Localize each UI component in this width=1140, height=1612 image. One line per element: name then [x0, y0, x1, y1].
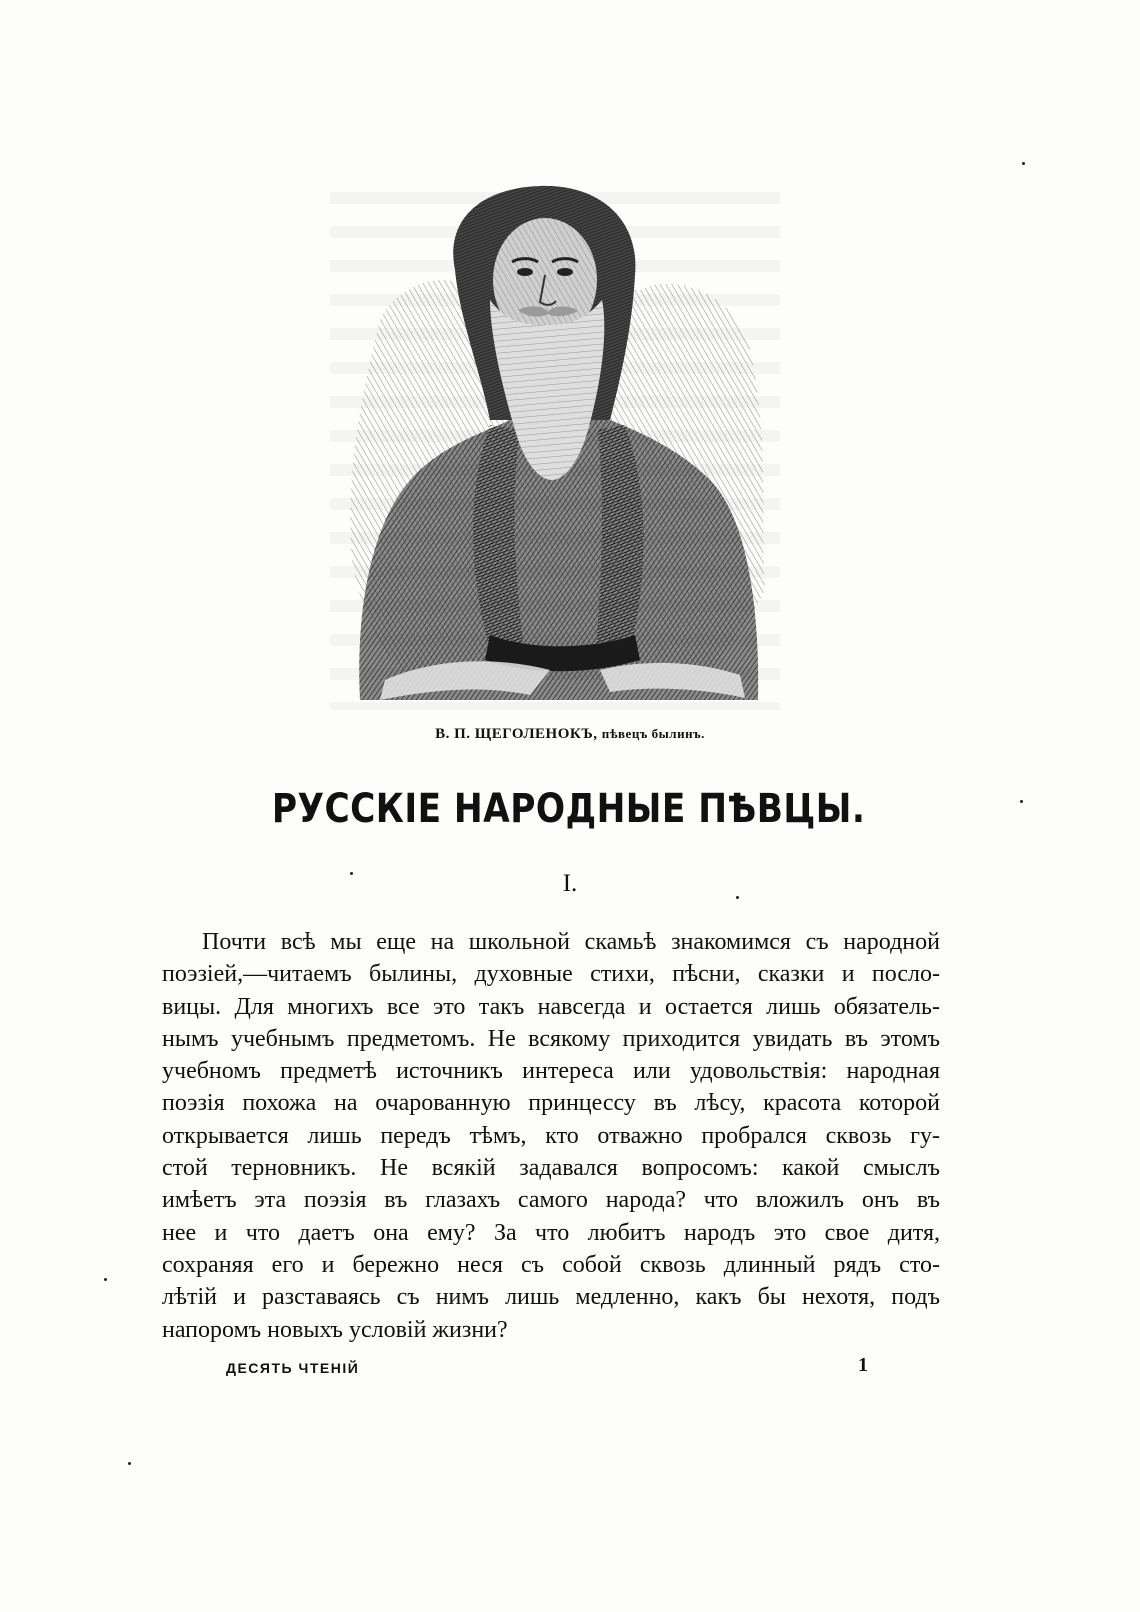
print-speck [1022, 162, 1025, 165]
body-paragraph [162, 926, 940, 1346]
print-speck [350, 872, 353, 875]
body-line: лѣтій и разставаясь съ нимъ лишь медленно, какъ бы нехотя, подъ [162, 1284, 940, 1311]
print-speck [104, 1278, 107, 1281]
footer-book-title: ДЕСЯТЬ ЧТЕНІЙ [226, 1360, 360, 1376]
body-line: учебномъ предметѣ источникъ интереса или удовольствія: народная [162, 1058, 940, 1085]
portrait-engraving [340, 180, 770, 705]
footer-page-number: 1 [858, 1354, 868, 1376]
body-line: напоромъ новыхъ условій жизни? [162, 1316, 508, 1343]
body-line: имѣетъ эта поэзія въ глазахъ самого народа? что вложилъ онъ въ [162, 1187, 940, 1214]
body-line: стой терновникъ. Не всякій задавался вопросомъ: какой смыслъ [162, 1155, 940, 1182]
body-line: Почти всѣ мы еще на школьной скамьѣ знакомимся съ народной [202, 929, 940, 955]
body-line: нее и что даетъ она ему? За что любитъ народъ это свое дитя, [162, 1219, 940, 1246]
body-line: открывается лишь передъ тѣмъ, кто отважно пробрался сквозь гу- [162, 1122, 940, 1149]
body-line: поэзіей,—читаемъ былины, духовные стихи, пѣсни, сказки и посло- [162, 961, 940, 988]
print-speck [128, 1462, 131, 1465]
body-line: поэзія похожа на очарованную принцессу въ лѣсу, красота которой [162, 1090, 940, 1117]
print-speck [736, 896, 739, 899]
caption-name: В. П. ЩЕГОЛЕНОКЪ, [435, 726, 598, 742]
body-line: сохраняя его и бережно неся съ собой сквозь длинный рядъ сто- [162, 1251, 940, 1278]
chapter-title: РУССКІЕ НАРОДНЫЕ ПѢВЦЫ. [271, 786, 866, 832]
portrait-caption [0, 726, 1140, 743]
body-line: нымъ учебнымъ предметомъ. Не всякому приходится увидать въ этомъ [162, 1025, 940, 1052]
caption-role: пѣвецъ былинъ. [601, 726, 705, 741]
body-line: вицы. Для многихъ все это такъ навсегда и остается лишь обязатель- [162, 993, 940, 1020]
print-speck [1020, 800, 1023, 803]
section-number: I. [562, 870, 578, 897]
